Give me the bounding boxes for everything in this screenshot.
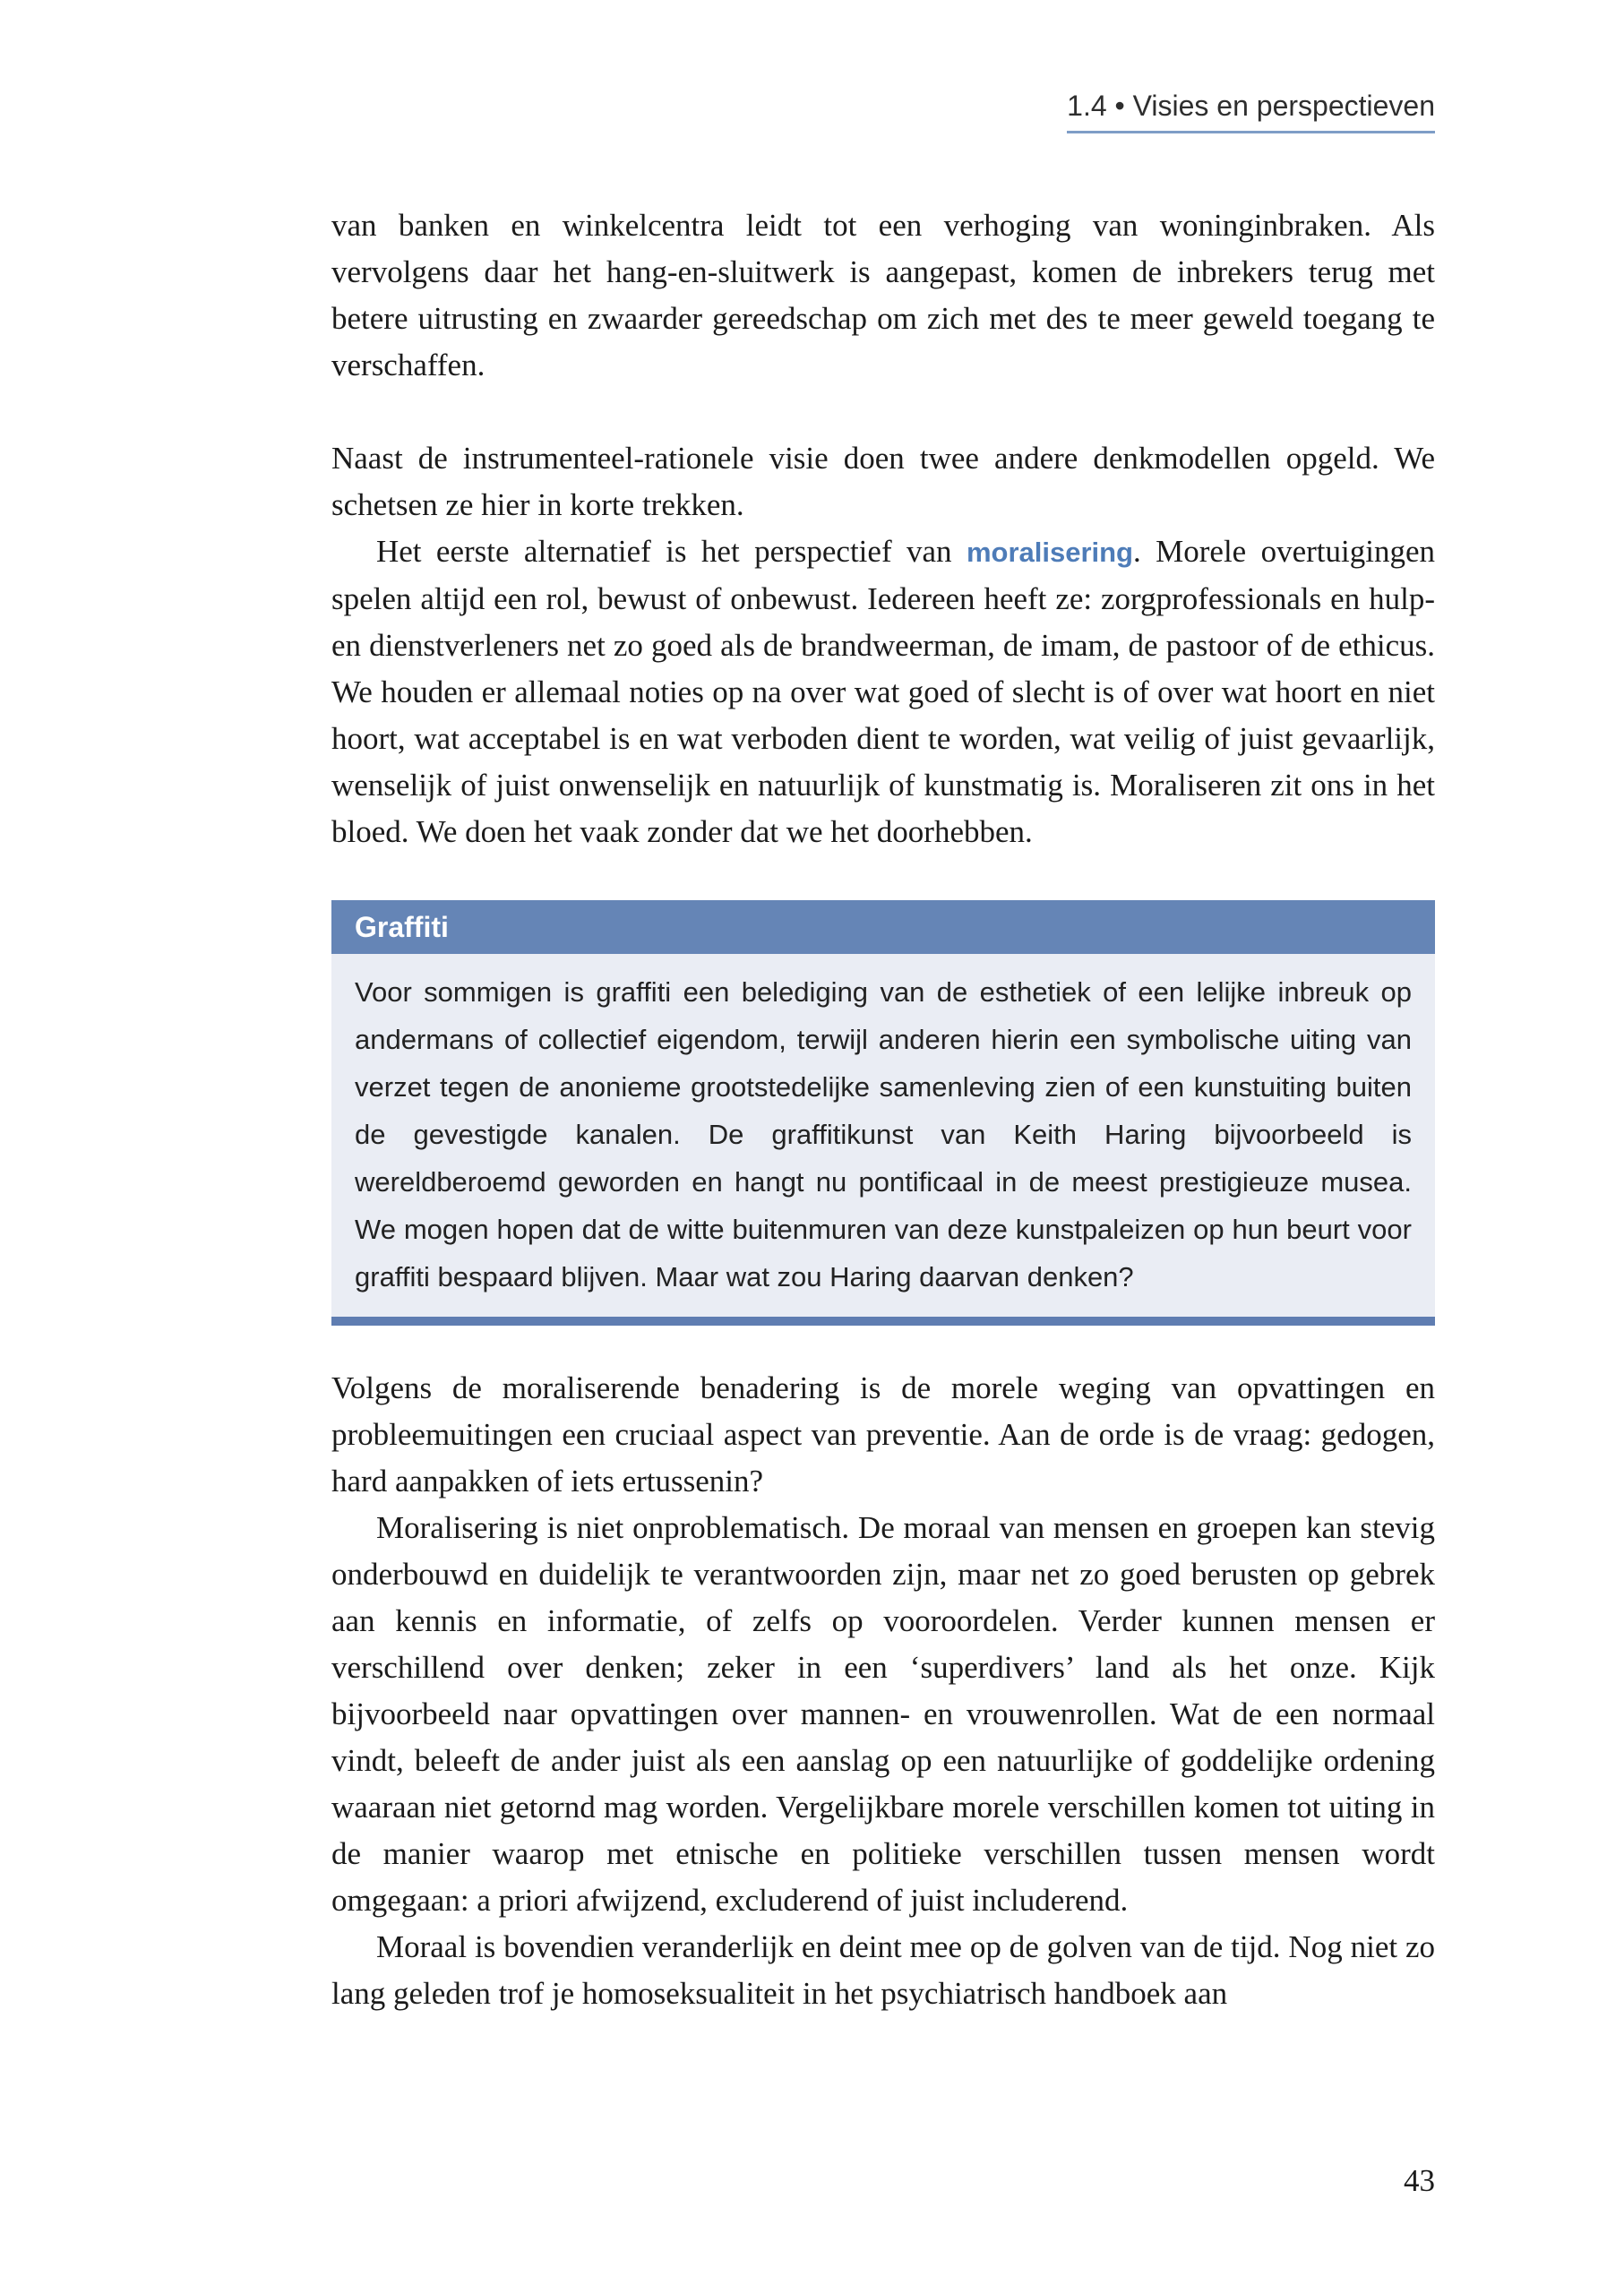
body-paragraph: van banken en winkelcentra leidt tot een verhoging van woninginbraken. Als vervolgens daar het hang-en-sluitwerk is aangepast, komen de inbrekers terug met betere uitrusting en zwaarder gereedschap om zich met des te meer geweld toegang te verschaffen. (331, 208, 1435, 382)
info-box-title: Graffiti (331, 900, 1435, 954)
paragraph-text: Het eerste alternatief is het perspectief van (376, 534, 967, 569)
running-head (331, 90, 1435, 133)
text-column (331, 202, 1435, 2017)
body-paragraph: Moralisering is niet onproblematisch. De moraal van mensen en groepen kan stevig onderbouwd en duidelijk te verantwoorden zijn, maar net zo goed berusten op gebrek aan kennis en informatie, of zelfs op vooroordelen. Verder kunnen mensen er verschillend over denken; zeker in een ‘superdivers’ land als het onze. Kijk bijvoorbeeld naar opvattingen over mannen- en vrouwenrollen. Wat de een normaal vindt, beleeft de ander juist als een aanslag op een natuurlijke of goddelijke ordening waaraan niet getornd mag worden. Vergelijkbare morele verschillen komen tot uiting in de manier waarop met etnische en politieke verschillen tussen mensen wordt omgegaan: a priori afwijzend, excluderend of juist includerend. (331, 1510, 1435, 1918)
paragraph-text: . Morele overtuigingen spelen altijd een rol, bewust of onbewust. Iedereen heeft ze: zorgprofessionals en hulp- en dienstverleners net zo goed als de brandweerman, de imam, de pastoor of de ethicus. We houden er allemaal noties op na over wat goed of slecht is of over wat hoort en niet hoort, wat acceptabel is en wat verboden dient te worden, wat veilig of juist gevaarlijk, wenselijk of juist onwenselijk en natuurlijk of kunstmatig is. Moraliseren zit ons in het bloed. We doen het vaak zonder dat we het doorhebben. (331, 534, 1436, 849)
body-paragraph: Naast de instrumenteel-rationele visie doen twee andere denkmodellen opgeld. We schetsen ze hier in korte trekken. (331, 441, 1435, 522)
body-paragraph (331, 528, 1435, 855)
page-number: 43 (1404, 2163, 1435, 2198)
section-title: 1.4 • Visies en perspectieven (1067, 90, 1435, 133)
body-paragraph: Volgens de moraliserende benadering is de morele weging van opvattingen en probleemuitingen een cruciaal aspect van preventie. Aan de orde is de vraag: gedogen, hard aanpakken of iets ertussenin? (331, 1370, 1435, 1499)
info-box-body: Voor sommigen is graffiti een belediging van de esthetiek of een lelijke inbreuk op andermans of collectief eigendom, terwijl anderen hierin een symbolische uiting van verzet tegen de anonieme grootstedelijke samenleving zien of een kunstuiting buiten de gevestigde kanalen. De graffitikunst van Keith Haring bijvoorbeeld is wereldberoemd geworden en hangt nu pontificaal in de meest prestigieuze musea. We mogen hopen dat de witte buitenmuren van deze kunstpaleizen op hun beurt voor graffiti bespaard blijven. Maar wat zou Haring daarvan denken? (331, 954, 1435, 1317)
info-box (331, 900, 1435, 1326)
keyword-moralisering: moralisering (966, 537, 1133, 568)
info-box-bottom-bar (331, 1317, 1435, 1326)
body-paragraph: Moraal is bovendien veranderlijk en deint mee op de golven van de tijd. Nog niet zo lang geleden trof je homoseksualiteit in het psychiatrisch handboek aan (331, 1929, 1435, 2011)
